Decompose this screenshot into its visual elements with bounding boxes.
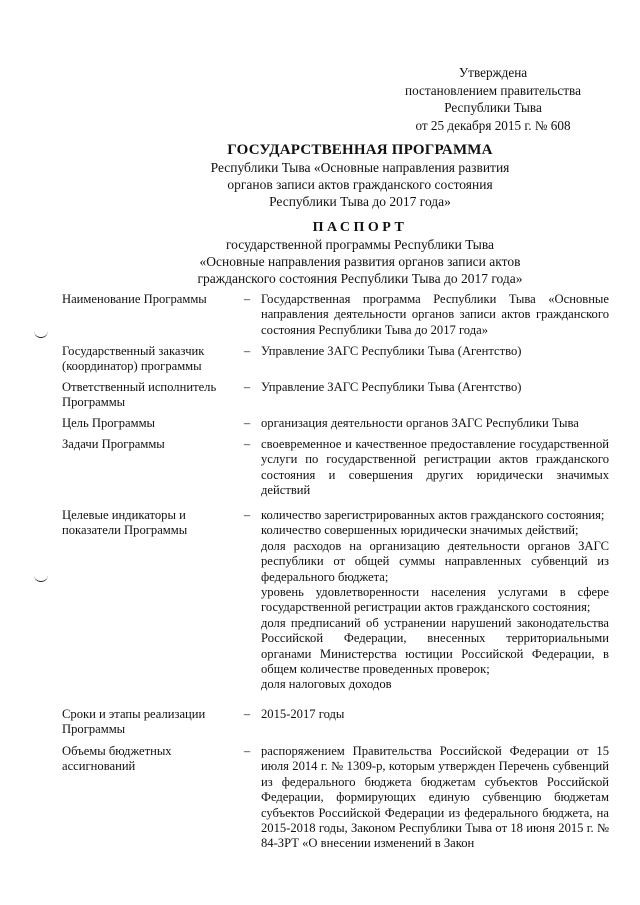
program-subtitle-line: органов записи актов гражданского состояния xyxy=(227,177,493,192)
row-value-para: Управление ЗАГС Республики Тыва (Агентство) xyxy=(261,344,522,358)
program-title: ГОСУДАРСТВЕННАЯ ПРОГРАММА xyxy=(227,142,493,158)
row-value-para: своевременное и качественное предоставление государственной услуги по государственной регистрации актов гражданского состояния и совершения других юридически значимых действий xyxy=(261,437,609,498)
row-label xyxy=(62,380,232,411)
row-label xyxy=(62,437,232,452)
row-value-para: доля налоговых доходов xyxy=(261,677,392,692)
row-dash: – xyxy=(243,508,251,522)
row-label-line: Объемы бюджетных xyxy=(62,744,172,758)
row-label xyxy=(62,508,232,539)
row-value-para: Управление ЗАГС Республики Тыва (Агентство) xyxy=(261,380,522,394)
approval-line: Республики Тыва xyxy=(444,100,542,115)
program-subtitle-line: Республики Тыва до 2017 года» xyxy=(269,194,451,209)
scan-punch-mark xyxy=(34,327,48,338)
row-dash: – xyxy=(243,292,251,306)
row-label-line: Программы xyxy=(62,722,126,737)
row-value xyxy=(261,437,609,499)
row-value xyxy=(261,416,609,431)
scan-punch-mark xyxy=(34,571,48,582)
row-label-line: Ответственный исполнитель xyxy=(62,380,217,394)
row-value-para: количество зарегистрированных актов гражданского состояния; xyxy=(261,508,605,522)
row-value-para: распоряжением Правительства Российской Федерации от 15 июля 2014 г. № 1309-р, которым утвержден Перечень субвенций из федерального бюджета бюджетам субъектов Российской Федерации, формирующих единую субвенцию бюджетам субъектов Российской Федерации из федерального бюджета, на 2015-2018 годы, Законом Республики Тыва от 18 июня 2015 г. № 84-ЗРТ «О внесении изменений в Закон xyxy=(261,744,609,851)
row-dash: – xyxy=(243,380,251,394)
row-label-line: Государственный заказчик xyxy=(62,344,205,358)
approval-line: от 25 декабря 2015 г. № 608 xyxy=(415,117,571,133)
row-value xyxy=(261,344,609,359)
passport-subtitle-line: гражданского состояния Республики Тыва до 2017 года» xyxy=(197,271,523,286)
row-value xyxy=(261,707,609,722)
row-label-line: Задачи Программы xyxy=(62,437,165,451)
passport-subtitle-line: «Основные направления развития органов записи актов xyxy=(199,254,521,269)
row-dash: – xyxy=(243,744,251,758)
row-value xyxy=(261,380,609,395)
row-label-line: Сроки и этапы реализации xyxy=(62,707,206,721)
row-label-line: показатели Программы xyxy=(62,523,188,538)
row-value-para: доля расходов на организацию деятельности органов ЗАГС республики от общей суммы направленных субвенций из федерального бюджета; xyxy=(261,538,609,584)
row-label-line: (координатор) программы xyxy=(62,359,202,374)
row-dash: – xyxy=(243,437,251,451)
row-label xyxy=(62,292,232,307)
row-label-line: Программы xyxy=(62,395,126,410)
row-label-line: Наименование Программы xyxy=(62,292,207,306)
row-dash: – xyxy=(243,344,251,358)
row-value-para: 2015-2017 годы xyxy=(261,707,345,721)
row-value xyxy=(261,744,609,852)
row-value xyxy=(261,292,609,338)
row-dash: – xyxy=(243,416,251,430)
approval-line: Утверждена xyxy=(458,65,528,80)
approval-line: постановлением правительства xyxy=(405,82,581,98)
row-label xyxy=(62,744,232,775)
row-label xyxy=(62,416,232,431)
passport-subtitle-line: государственной программы Республики Тыва xyxy=(225,237,495,252)
program-subtitle-line: Республики Тыва «Основные направления развития xyxy=(210,160,510,175)
title-block xyxy=(80,142,640,287)
row-label xyxy=(62,707,232,738)
row-label xyxy=(62,344,232,375)
row-value-para: организация деятельности органов ЗАГС Республики Тыва xyxy=(261,416,579,430)
approval-stamp xyxy=(380,64,606,134)
row-value-para: количество совершенных юридически значимых действий; xyxy=(261,523,579,538)
row-label-line: Цель Программы xyxy=(62,416,156,430)
row-label-line: ассигнований xyxy=(62,759,136,774)
row-value-para: Государственная программа Республики Тыва «Основные направления деятельности органов записи актов гражданского состояния Республики Тыва до 2017 года» xyxy=(261,292,609,337)
row-value-para: доля предписаний об устранении нарушений законодательства Российской Федерации, внесенных территориальными органами Министерства юстиции Российской Федерации, в общем количестве проведенных проверок; xyxy=(261,615,609,677)
row-value xyxy=(261,508,609,693)
row-dash: – xyxy=(243,707,251,721)
row-value-para: уровень удовлетворенности населения услугами в сфере государственной регистрации актов гражданского состояния; xyxy=(261,585,609,615)
row-label-line: Целевые индикаторы и xyxy=(62,508,186,522)
passport-heading: ПАСПОРТ xyxy=(312,220,408,235)
